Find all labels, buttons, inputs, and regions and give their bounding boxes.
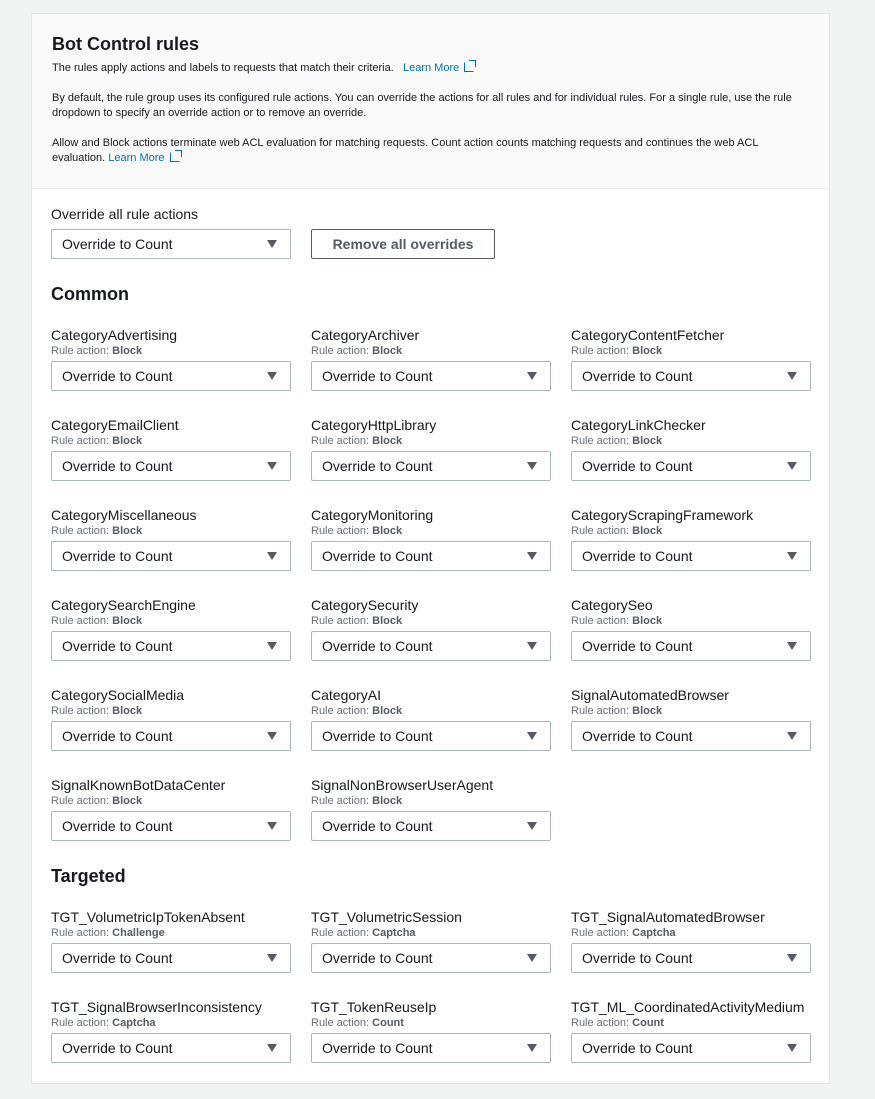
- panel-title: Bot Control rules: [52, 34, 199, 54]
- rule-override-select[interactable]: [51, 541, 291, 571]
- rule-action-prefix: Rule action:: [311, 795, 370, 807]
- rule-override-select[interactable]: [311, 361, 551, 391]
- rule-action-value: Block: [112, 525, 143, 537]
- rule-item: [571, 687, 811, 751]
- rule-name: TGT_SignalAutomatedBrowser: [571, 909, 765, 925]
- learn-more-label: Learn More: [402, 62, 460, 74]
- rule-action-prefix: Rule action:: [571, 927, 630, 939]
- rule-action: [51, 795, 291, 808]
- rule-override-select[interactable]: [311, 721, 551, 751]
- caret-down-icon: [787, 372, 797, 380]
- rule-item: [311, 687, 551, 751]
- rules-grid-targeted: [51, 909, 810, 1063]
- rule-override-select[interactable]: [311, 451, 551, 481]
- rule-action-prefix: Rule action:: [571, 1017, 630, 1029]
- rule-item: [51, 597, 291, 661]
- bot-control-rules-panel: [31, 13, 830, 1084]
- rule-action-prefix: Rule action:: [51, 795, 110, 807]
- select-value: Override to Count: [62, 368, 173, 384]
- rule-name: TGT_ML_CoordinatedActivityMedium: [571, 999, 805, 1015]
- rule-name: SignalKnownBotDataCenter: [51, 777, 226, 793]
- rule-override-select[interactable]: [311, 811, 551, 841]
- rule-name: TGT_TokenReuseIp: [311, 999, 437, 1015]
- rule-name: CategoryHttpLibrary: [311, 417, 437, 433]
- remove-all-overrides-button[interactable]: Remove all overrides: [311, 229, 495, 259]
- select-value: Override to Count: [582, 728, 693, 744]
- rule-action-value: Captcha: [112, 1017, 156, 1029]
- rule-action-prefix: Rule action:: [311, 615, 370, 627]
- rule-item: [571, 327, 811, 391]
- actions-description: [52, 136, 809, 166]
- caret-down-icon: [527, 372, 537, 380]
- rule-action-value: Block: [372, 705, 403, 717]
- rule-name: TGT_VolumetricSession: [311, 909, 462, 925]
- rule-name: CategoryContentFetcher: [571, 327, 725, 343]
- select-value: Override to Count: [322, 1040, 433, 1056]
- rule-action-prefix: Rule action:: [571, 435, 630, 447]
- rule-item: [311, 507, 551, 571]
- rule-name: CategorySecurity: [311, 597, 419, 613]
- rule-item: [51, 777, 291, 841]
- rule-action-prefix: Rule action:: [51, 435, 110, 447]
- rule-action-value: Block: [372, 525, 403, 537]
- caret-down-icon: [527, 642, 537, 650]
- rule-item: [51, 909, 291, 973]
- caret-down-icon: [527, 552, 537, 560]
- section-heading-targeted: Targeted: [51, 866, 126, 886]
- rule-action-prefix: Rule action:: [51, 927, 110, 939]
- select-value: Override to Count: [62, 458, 173, 474]
- rule-name: TGT_VolumetricIpTokenAbsent: [51, 909, 245, 925]
- description: [52, 61, 809, 76]
- rule-action-prefix: Rule action:: [51, 705, 110, 717]
- rule-name: CategoryArchiver: [311, 327, 420, 343]
- external-link-icon: [464, 62, 474, 72]
- caret-down-icon: [267, 954, 277, 962]
- rule-action-value: Block: [372, 795, 403, 807]
- select-value: Override to Count: [322, 950, 433, 966]
- rule-name: CategoryEmailClient: [51, 417, 179, 433]
- rule-action: [311, 705, 551, 718]
- select-value: Override to Count: [582, 548, 693, 564]
- caret-down-icon: [787, 1044, 797, 1052]
- override-all-select[interactable]: [51, 229, 291, 259]
- rule-action-prefix: Rule action:: [311, 525, 370, 537]
- rule-action-prefix: Rule action:: [51, 345, 110, 357]
- rule-action: [51, 1017, 291, 1030]
- rule-action-value: Block: [112, 795, 143, 807]
- rule-action-value: Block: [112, 615, 143, 627]
- caret-down-icon: [787, 462, 797, 470]
- caret-down-icon: [267, 372, 277, 380]
- rule-override-select[interactable]: [51, 811, 291, 841]
- rule-action-prefix: Rule action:: [571, 705, 630, 717]
- rule-action: [571, 1017, 811, 1030]
- rule-action-value: Block: [632, 615, 663, 627]
- select-value: Override to Count: [582, 368, 693, 384]
- select-value: Override to Count: [322, 458, 433, 474]
- rule-item: [571, 507, 811, 571]
- caret-down-icon: [267, 732, 277, 740]
- rule-action-prefix: Rule action:: [571, 615, 630, 627]
- rule-name: CategorySocialMedia: [51, 687, 185, 703]
- select-value: Override to Count: [62, 548, 173, 564]
- rule-action-value: Captcha: [372, 927, 416, 939]
- rule-item: [51, 999, 291, 1063]
- rule-name: CategorySearchEngine: [51, 597, 196, 613]
- caret-down-icon: [527, 954, 537, 962]
- rule-name: CategoryScrapingFramework: [571, 507, 754, 523]
- rule-action: [571, 927, 811, 940]
- rule-action-value: Count: [632, 1017, 664, 1029]
- rule-override-select[interactable]: [51, 361, 291, 391]
- actions-description-text: Allow and Block actions terminate web ACL evaluation for matching requests. Count action counts matching requests and continues the web ACL evaluation.: [52, 137, 759, 164]
- caret-down-icon: [527, 732, 537, 740]
- rule-item: [311, 327, 551, 391]
- select-value: Override to Count: [322, 368, 433, 384]
- select-value: Override to Count: [62, 728, 173, 744]
- rule-action: [51, 525, 291, 538]
- rule-action-value: Captcha: [632, 927, 676, 939]
- rule-action-prefix: Rule action:: [311, 435, 370, 447]
- rule-override-select[interactable]: [571, 1033, 811, 1063]
- caret-down-icon: [267, 552, 277, 560]
- rule-action: [571, 345, 811, 358]
- rule-action: [51, 615, 291, 628]
- select-value: Override to Count: [322, 728, 433, 744]
- rule-action-prefix: Rule action:: [311, 1017, 370, 1029]
- rule-action: [311, 435, 551, 448]
- select-value: Override to Count: [62, 1040, 173, 1056]
- rule-action-value: Block: [372, 345, 403, 357]
- rule-item: [571, 597, 811, 661]
- rule-action-prefix: Rule action:: [51, 1017, 110, 1029]
- caret-down-icon: [527, 462, 537, 470]
- rule-action-value: Block: [112, 435, 143, 447]
- caret-down-icon: [787, 732, 797, 740]
- rule-name: CategoryAdvertising: [51, 327, 178, 343]
- select-value: Override to Count: [322, 818, 433, 834]
- rule-action: [51, 345, 291, 358]
- rule-override-select[interactable]: [51, 631, 291, 661]
- rule-item: [51, 417, 291, 481]
- rule-action: [311, 615, 551, 628]
- rule-action: [51, 705, 291, 718]
- rule-name: CategoryLinkChecker: [571, 417, 706, 433]
- rule-action-prefix: Rule action:: [311, 705, 370, 717]
- rule-action: [311, 1017, 551, 1030]
- caret-down-icon: [787, 954, 797, 962]
- rule-action: [311, 927, 551, 940]
- rule-action-value: Block: [112, 345, 143, 357]
- rule-override-select[interactable]: [51, 451, 291, 481]
- rule-action: [571, 615, 811, 628]
- rule-override-select[interactable]: [51, 721, 291, 751]
- rule-name: SignalNonBrowserUserAgent: [311, 777, 494, 793]
- rule-item: [571, 999, 811, 1063]
- learn-more-link-2[interactable]: [108, 152, 179, 164]
- rule-action-prefix: Rule action:: [311, 345, 370, 357]
- rule-item: [311, 909, 551, 973]
- caret-down-icon: [267, 240, 277, 248]
- caret-down-icon: [267, 822, 277, 830]
- rule-action-prefix: Rule action:: [571, 345, 630, 357]
- select-value: Override to Count: [62, 818, 173, 834]
- rule-item: [311, 777, 551, 841]
- select-value: Override to Count: [582, 458, 693, 474]
- learn-more-link[interactable]: [403, 62, 474, 74]
- rule-item: [51, 507, 291, 571]
- rule-override-select[interactable]: [571, 631, 811, 661]
- learn-more-label: Learn More: [108, 152, 165, 164]
- rule-action-value: Block: [632, 435, 663, 447]
- override-description: By default, the rule group uses its configured rule actions. You can override the actions for all rules and for individual rules. For a single rule, use the rule dropdown to specify an override action or to remove an override.: [52, 92, 792, 119]
- rule-name: CategoryMonitoring: [311, 507, 434, 523]
- rule-item: [311, 597, 551, 661]
- caret-down-icon: [787, 552, 797, 560]
- caret-down-icon: [527, 1044, 537, 1052]
- rule-name: CategoryMiscellaneous: [51, 507, 197, 523]
- rule-action-value: Block: [632, 705, 663, 717]
- rule-name: SignalAutomatedBrowser: [571, 687, 729, 703]
- rule-action: [571, 435, 811, 448]
- rule-action: [571, 525, 811, 538]
- rule-item: [571, 417, 811, 481]
- rule-name: CategoryAI: [311, 687, 382, 703]
- select-value: Override to Count: [582, 638, 693, 654]
- override-all-label: Override all rule actions: [51, 206, 199, 222]
- description-text: The rules apply actions and labels to requests that match their criteria.: [52, 62, 394, 74]
- rule-override-select[interactable]: [51, 943, 291, 973]
- rule-action-value: Count: [372, 1017, 404, 1029]
- caret-down-icon: [267, 642, 277, 650]
- external-link-icon: [170, 152, 180, 162]
- caret-down-icon: [527, 822, 537, 830]
- rule-action-value: Block: [112, 705, 143, 717]
- rule-override-select[interactable]: [311, 631, 551, 661]
- rule-action-prefix: Rule action:: [51, 525, 110, 537]
- section-heading-common: Common: [51, 284, 129, 304]
- rule-action-prefix: Rule action:: [571, 525, 630, 537]
- rule-item: [311, 999, 551, 1063]
- rule-item: [571, 909, 811, 973]
- caret-down-icon: [787, 642, 797, 650]
- rule-override-select[interactable]: [571, 361, 811, 391]
- rule-override-select[interactable]: [311, 1033, 551, 1063]
- select-value: Override to Count: [322, 548, 433, 564]
- rule-action-value: Block: [632, 345, 663, 357]
- select-value: Override to Count: [62, 236, 173, 252]
- override-all-row: [51, 229, 810, 259]
- rule-action: [311, 345, 551, 358]
- select-value: Override to Count: [582, 1040, 693, 1056]
- rule-action: [311, 795, 551, 808]
- caret-down-icon: [267, 462, 277, 470]
- rule-item: [311, 417, 551, 481]
- rule-override-select[interactable]: [311, 943, 551, 973]
- rule-item: [51, 687, 291, 751]
- rule-action-prefix: Rule action:: [51, 615, 110, 627]
- rule-action: [51, 435, 291, 448]
- rule-action-prefix: Rule action:: [311, 927, 370, 939]
- rule-override-select[interactable]: [571, 943, 811, 973]
- rule-action: [311, 525, 551, 538]
- rule-override-select[interactable]: [51, 1033, 291, 1063]
- rule-action-value: Block: [632, 525, 663, 537]
- select-value: Override to Count: [62, 638, 173, 654]
- panel-body: [32, 189, 829, 1083]
- rule-action-value: Block: [372, 435, 403, 447]
- rule-override-select[interactable]: [311, 541, 551, 571]
- rule-name: CategorySeo: [571, 597, 653, 613]
- rule-action: [571, 705, 811, 718]
- rule-item: [51, 327, 291, 391]
- panel-header: [32, 14, 829, 189]
- rule-override-select[interactable]: [571, 451, 811, 481]
- rule-name: TGT_SignalBrowserInconsistency: [51, 999, 262, 1015]
- rules-grid-common: [51, 327, 810, 841]
- select-value: Override to Count: [582, 950, 693, 966]
- rule-action-value: Block: [372, 615, 403, 627]
- caret-down-icon: [267, 1044, 277, 1052]
- select-value: Override to Count: [322, 638, 433, 654]
- select-value: Override to Count: [62, 950, 173, 966]
- rule-action: [51, 927, 291, 940]
- rule-action-value: Challenge: [112, 927, 165, 939]
- rule-override-select[interactable]: [571, 721, 811, 751]
- rule-override-select[interactable]: [571, 541, 811, 571]
